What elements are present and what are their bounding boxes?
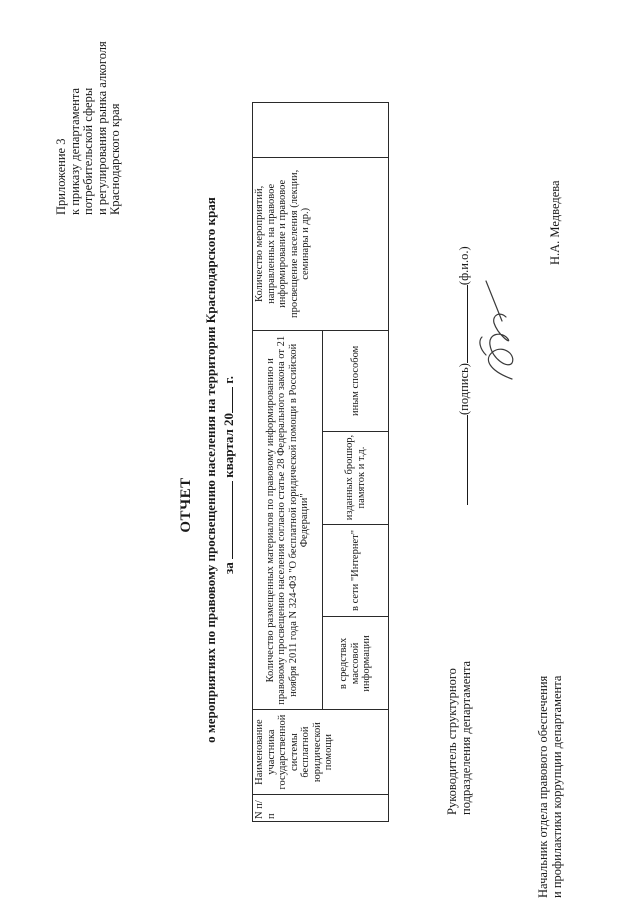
signature-line	[455, 246, 472, 505]
fio-blank	[455, 285, 468, 363]
report-table	[252, 102, 389, 822]
sub-brochures-header: изданных брошюр, памяток и т.д.	[323, 431, 389, 524]
document-subtitle: о мероприятиях по правовому просвещению населения на территории Краснодарского края	[203, 197, 218, 743]
appendix-line: к приказу департамента	[67, 87, 82, 215]
appendix-line: потребительской сферы	[81, 87, 96, 215]
chief-line: Начальник отдела правового обеспечения	[536, 675, 550, 898]
sub-media-header: в средствах массовой информации	[323, 617, 389, 710]
reporting-period	[220, 145, 237, 805]
chief-name: Н.А. Медведева	[548, 180, 562, 265]
col-materials-header: Количество размещенных материалов по правовому информированию и правовому просвещению населения согласно статье 28 Федерального закона от 21 ноября 2011 года N 324-ФЗ "О бесплатной юридической помощи в Российской Федерации"	[253, 331, 323, 710]
appendix-block	[55, 0, 123, 215]
handwritten-signature	[472, 275, 530, 385]
col-events-header: Количество мероприятий, направленных на правовое информирование и правовое просвещение населения (лекции, семинары и др.)	[253, 157, 389, 331]
head-line: подразделения департамента	[458, 660, 473, 815]
chief-line: и профилактики коррупции департамента	[549, 675, 564, 898]
quarter-label: квартал	[221, 429, 236, 478]
sub-internet-header: в сети "Интернет"	[323, 524, 389, 617]
appendix-line: и регулирования рынка алкоголя	[94, 41, 109, 215]
year-prefix: 20	[221, 412, 236, 426]
document-title: ОТЧЕТ	[178, 477, 194, 533]
signature-label: (подпись)	[457, 363, 471, 415]
appendix-line: Краснодарского края	[108, 103, 123, 215]
head-line: Руководитель структурного	[445, 668, 459, 815]
year-blank	[220, 387, 233, 413]
empty-cell	[253, 103, 389, 158]
appendix-line: Приложение 3	[54, 138, 68, 215]
structural-head-label	[446, 661, 473, 815]
sub-other-header: иным способом	[323, 331, 389, 431]
col-number-header: N п/п	[253, 794, 389, 821]
fio-label: (ф.и.о.)	[457, 246, 471, 286]
chief-label	[537, 676, 564, 898]
col-participant-header: Наименование участника государственной системы бесплатной юридической помощи	[253, 710, 389, 794]
year-suffix: г.	[221, 376, 236, 384]
signature-blank	[455, 415, 468, 505]
period-prefix: за	[221, 562, 236, 574]
quarter-blank	[220, 481, 233, 559]
